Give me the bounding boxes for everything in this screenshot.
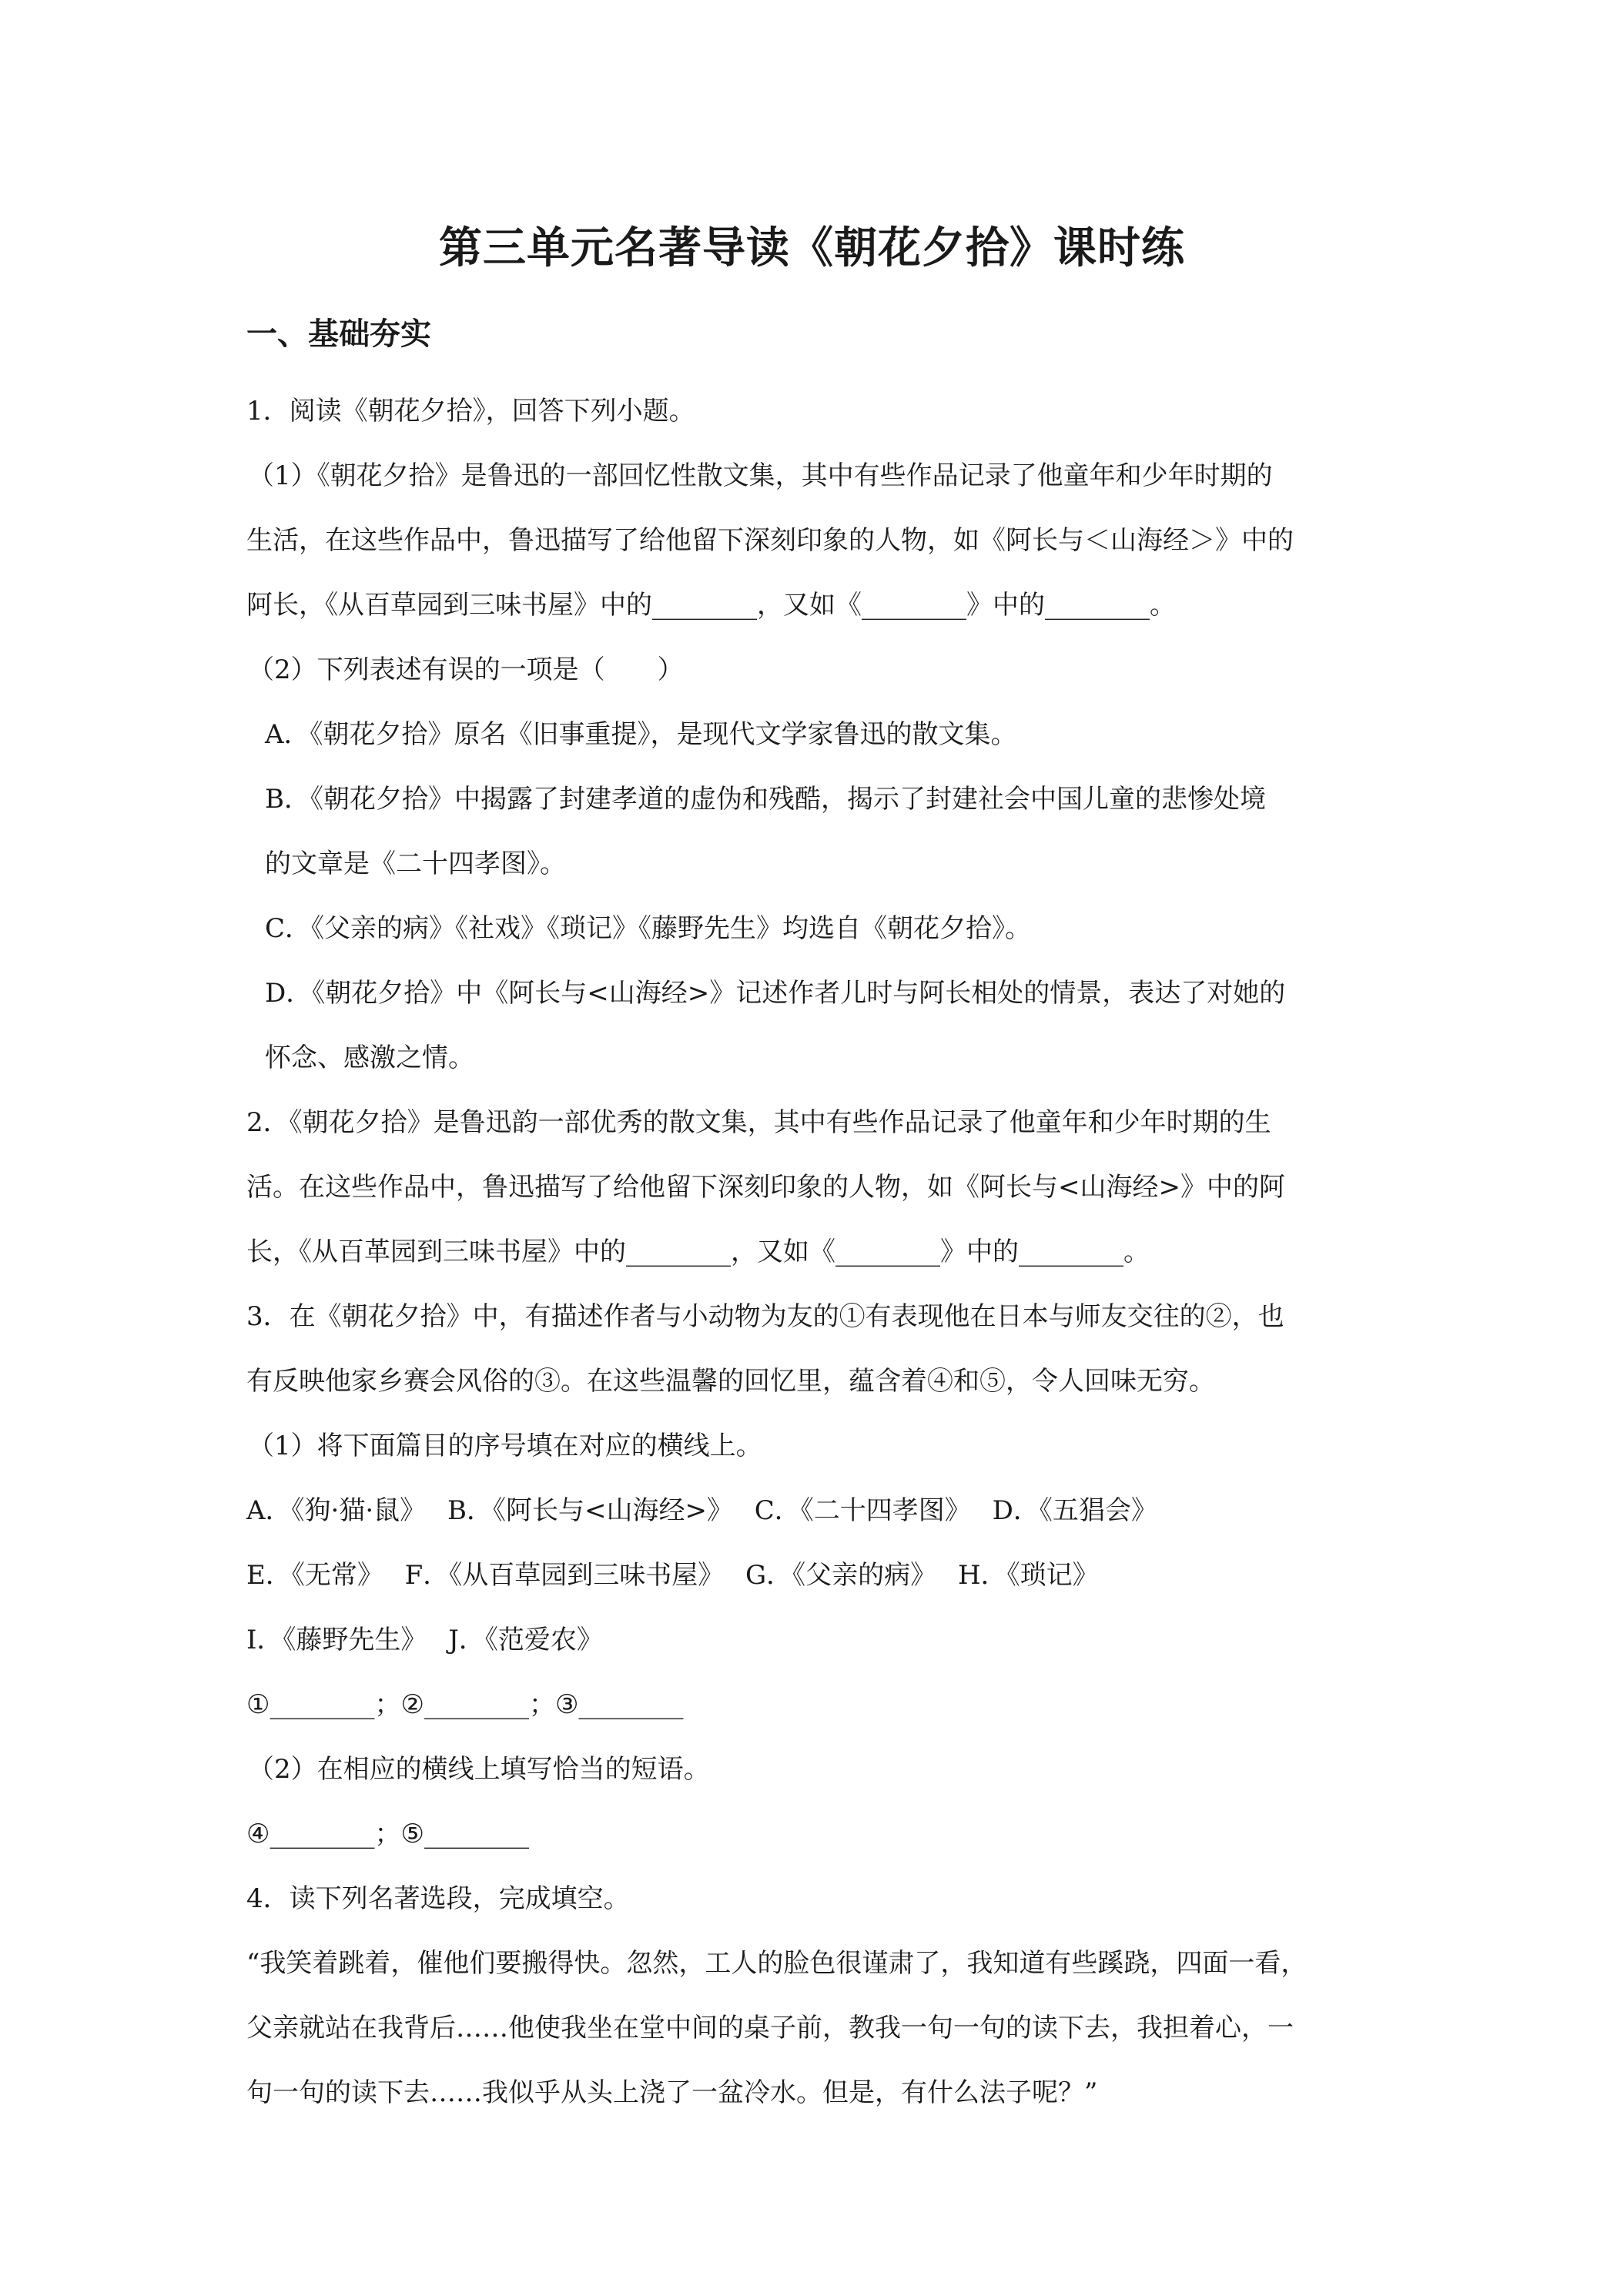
page-title: 第三单元名著导读《朝花夕拾》课时练: [439, 223, 1185, 273]
question-4-passage-line3: 句一句的读下去……我似乎从头上浇了一盆冷水。但是，有什么法子呢？”: [246, 2077, 1098, 2108]
question-4-stem: 4．读下列名著选段，完成填空。: [246, 1883, 630, 1914]
question-2-line3: 长，《从百革园到三味书屋》中的________，又如《________》中的________。: [246, 1237, 1150, 1267]
q3-part1-stem: （1）将下面篇目的序号填在对应的横线上。: [248, 1431, 762, 1461]
q3-options-row1: A．《狗·猫·鼠》 B．《阿长与<山海经>》 C．《二十四孝图》 D．《五猖会》: [246, 1495, 1157, 1526]
q3-options-row3: I．《藤野先生》 J．《范爱农》: [246, 1625, 603, 1655]
q3-part2-stem: （2）在相应的横线上填写恰当的短语。: [248, 1754, 710, 1785]
question-4-passage-line1: “我笑着跳着，催他们要搬得快。忽然，工人的脸色很谨肃了，我知道有些蹊跷，四面一看，: [246, 1948, 1308, 1979]
q1-part1-line1: （1）《朝花夕拾》是鲁迅的一部回忆性散文集，其中有些作品记录了他童年和少年时期的: [248, 460, 1273, 491]
q1-part1-line2: 生活，在这些作品中，鲁迅描写了给他留下深刻印象的人物，如《阿长与＜山海经＞》中的: [246, 525, 1294, 556]
question-4-passage-line2: 父亲就站在我背后……他使我坐在堂中间的桌子前，教我一句一句的读下去，我担着心，一: [246, 2013, 1294, 2043]
q1-option-b-line2: 的文章是《二十四孝图》。: [265, 848, 566, 879]
q1-part1-line3: 阿长，《从百草园到三味书屋》中的________，又如《________》中的________。: [246, 590, 1176, 621]
q1-part2-stem: （2）下列表述有误的一项是（ ）: [248, 654, 684, 685]
section-heading: 一、基础夯实: [246, 316, 431, 352]
q3-options-row2: E．《无常》 F．《从百草园到三味书屋》 G．《父亲的病》 H．《琐记》: [246, 1560, 1099, 1591]
q3-part2-blanks: ④________；⑤________: [246, 1819, 529, 1849]
q1-option-d-line2: 怀念、感激之情。: [265, 1043, 474, 1073]
q1-option-d-line1: D．《朝花夕拾》中《阿长与<山海经>》记述作者儿时与阿长相处的情景，表达了对她的: [265, 978, 1286, 1009]
q1-option-b-line1: B．《朝花夕拾》中揭露了封建孝道的虚伪和残酷，揭示了封建社会中国儿童的悲惨处境: [265, 784, 1266, 815]
q1-option-a: A．《朝花夕拾》原名《旧事重提》，是现代文学家鲁迅的散文集。: [265, 719, 1017, 750]
question-2-line1: 2．《朝花夕拾》是鲁迅韵一部优秀的散文集，其中有些作品记录了他童年和少年时期的生: [246, 1107, 1271, 1138]
question-3-line1: 3．在《朝花夕拾》中，有描述作者与小动物为友的①有表现他在日本与师友交往的②，也: [246, 1301, 1284, 1332]
question-1-stem: 1．阅读《朝花夕拾》，回答下列小题。: [246, 396, 695, 427]
q3-part1-blanks: ①________；②________；③________: [246, 1689, 684, 1720]
question-2-line2: 活。在这些作品中，鲁迅描写了给他留下深刻印象的人物，如《阿长与<山海经>》中的阿: [246, 1172, 1285, 1203]
q1-option-c: C．《父亲的病》《社戏》《琐记》《藤野先生》均选自《朝花夕拾》。: [265, 913, 1032, 944]
question-3-line2: 有反映他家乡赛会风俗的③。在这些温馨的回忆里，蕴含着④和⑤，令人回味无穷。: [246, 1366, 1215, 1397]
